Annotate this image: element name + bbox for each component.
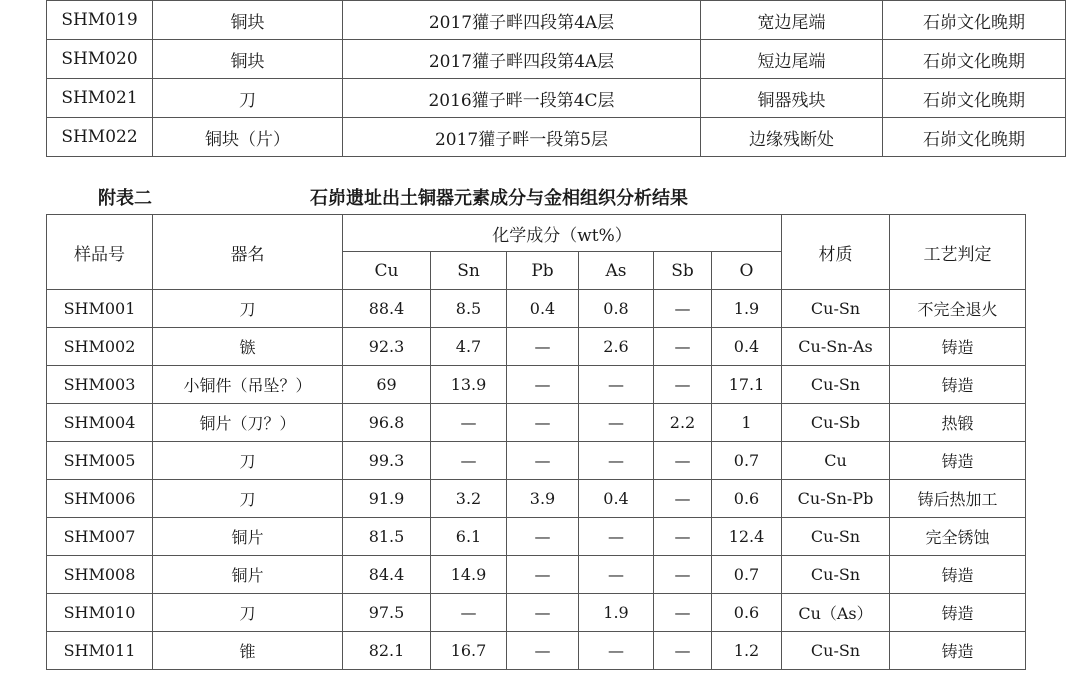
pb-cell: — (507, 594, 579, 632)
pb-cell: 3.9 (507, 480, 579, 518)
cu-cell: 81.5 (343, 518, 431, 556)
sample-id-cell: SHM004 (47, 404, 153, 442)
sn-cell: 6.1 (431, 518, 507, 556)
material-cell: Cu-Sn (782, 632, 890, 670)
sb-cell: — (654, 556, 712, 594)
pb-cell: — (507, 442, 579, 480)
table-label: 附表二 (98, 188, 152, 209)
context-cell: 2017獾子畔一段第5层 (343, 118, 701, 157)
table-row (47, 404, 1026, 442)
sampling-position-cell: 铜器残块 (701, 79, 883, 118)
table-row (47, 328, 1026, 366)
sn-cell: 16.7 (431, 632, 507, 670)
header-element-cu: Cu (343, 252, 431, 290)
context-cell: 2017獾子畔四段第4A层 (343, 40, 701, 79)
composition-table-body (47, 290, 1026, 670)
sb-cell: — (654, 632, 712, 670)
table-row (47, 79, 1066, 118)
cu-cell: 84.4 (343, 556, 431, 594)
object-name-cell: 铜块（片） (153, 118, 343, 157)
pb-cell: — (507, 404, 579, 442)
object-name-cell: 刀 (153, 79, 343, 118)
header-material: 材质 (782, 215, 890, 290)
pb-cell: — (507, 556, 579, 594)
o-cell: 1.2 (712, 632, 782, 670)
technique-cell: 热锻 (890, 404, 1026, 442)
material-cell: Cu-Sn-As (782, 328, 890, 366)
sample-id-cell: SHM005 (47, 442, 153, 480)
sampling-position-cell: 边缘残断处 (701, 118, 883, 157)
o-cell: 17.1 (712, 366, 782, 404)
period-cell: 石峁文化晚期 (883, 1, 1066, 40)
sb-cell: — (654, 518, 712, 556)
sb-cell: — (654, 328, 712, 366)
technique-cell: 铸造 (890, 632, 1026, 670)
sample-id-cell: SHM010 (47, 594, 153, 632)
technique-cell: 铸造 (890, 328, 1026, 366)
cu-cell: 97.5 (343, 594, 431, 632)
table-row (47, 594, 1026, 632)
top-table (46, 0, 1066, 157)
sample-id-cell: SHM022 (47, 118, 153, 157)
cu-cell: 91.9 (343, 480, 431, 518)
cu-cell: 99.3 (343, 442, 431, 480)
sn-cell: — (431, 594, 507, 632)
object-name-cell: 镞 (153, 328, 343, 366)
o-cell: 0.6 (712, 480, 782, 518)
sample-id-cell: SHM021 (47, 79, 153, 118)
technique-cell: 铸造 (890, 442, 1026, 480)
table-row (47, 366, 1026, 404)
technique-cell: 铸造 (890, 594, 1026, 632)
header-technique: 工艺判定 (890, 215, 1026, 290)
header-sample-id: 样品号 (47, 215, 153, 290)
table-row (47, 118, 1066, 157)
sb-cell: — (654, 290, 712, 328)
material-cell: Cu-Sb (782, 404, 890, 442)
sample-id-cell: SHM011 (47, 632, 153, 670)
object-name-cell: 刀 (153, 594, 343, 632)
object-name-cell: 刀 (153, 290, 343, 328)
table-caption (46, 184, 1025, 210)
as-cell: — (579, 556, 654, 594)
material-cell: Cu（As） (782, 594, 890, 632)
sb-cell: — (654, 480, 712, 518)
sb-cell: — (654, 442, 712, 480)
o-cell: 0.7 (712, 442, 782, 480)
sample-id-cell: SHM008 (47, 556, 153, 594)
sn-cell: 4.7 (431, 328, 507, 366)
as-cell: 1.9 (579, 594, 654, 632)
o-cell: 12.4 (712, 518, 782, 556)
pb-cell: 0.4 (507, 290, 579, 328)
context-cell: 2016獾子畔一段第4C层 (343, 79, 701, 118)
technique-cell: 铸后热加工 (890, 480, 1026, 518)
sn-cell: — (431, 442, 507, 480)
material-cell: Cu (782, 442, 890, 480)
table-row (47, 442, 1026, 480)
object-name-cell: 刀 (153, 442, 343, 480)
period-cell: 石峁文化晚期 (883, 118, 1066, 157)
as-cell: 0.8 (579, 290, 654, 328)
technique-cell: 完全锈蚀 (890, 518, 1026, 556)
sample-id-cell: SHM007 (47, 518, 153, 556)
material-cell: Cu-Sn-Pb (782, 480, 890, 518)
o-cell: 1 (712, 404, 782, 442)
period-cell: 石峁文化晚期 (883, 40, 1066, 79)
sb-cell: — (654, 366, 712, 404)
object-name-cell: 刀 (153, 480, 343, 518)
pb-cell: — (507, 518, 579, 556)
cu-cell: 69 (343, 366, 431, 404)
sn-cell: 14.9 (431, 556, 507, 594)
header-element-pb: Pb (507, 252, 579, 290)
composition-table (46, 214, 1026, 670)
technique-cell: 不完全退火 (890, 290, 1026, 328)
o-cell: 0.4 (712, 328, 782, 366)
sn-cell: — (431, 404, 507, 442)
o-cell: 1.9 (712, 290, 782, 328)
object-name-cell: 铜片 (153, 518, 343, 556)
header-row (47, 215, 1026, 252)
sb-cell: 2.2 (654, 404, 712, 442)
sampling-position-cell: 短边尾端 (701, 40, 883, 79)
table-title: 石峁遗址出土铜器元素成分与金相组织分析结果 (310, 188, 688, 209)
header-element-as: As (579, 252, 654, 290)
pb-cell: — (507, 632, 579, 670)
as-cell: 0.4 (579, 480, 654, 518)
table-row (47, 40, 1066, 79)
sampling-position-cell: 宽边尾端 (701, 1, 883, 40)
sb-cell: — (654, 594, 712, 632)
header-element-sn: Sn (431, 252, 507, 290)
table-row (47, 1, 1066, 40)
sn-cell: 3.2 (431, 480, 507, 518)
table-row (47, 556, 1026, 594)
material-cell: Cu-Sn (782, 556, 890, 594)
as-cell: — (579, 442, 654, 480)
period-cell: 石峁文化晚期 (883, 79, 1066, 118)
object-name-cell: 铜片 (153, 556, 343, 594)
technique-cell: 铸造 (890, 556, 1026, 594)
as-cell: — (579, 632, 654, 670)
pb-cell: — (507, 328, 579, 366)
cu-cell: 96.8 (343, 404, 431, 442)
sn-cell: 8.5 (431, 290, 507, 328)
pb-cell: — (507, 366, 579, 404)
sample-id-cell: SHM002 (47, 328, 153, 366)
cu-cell: 92.3 (343, 328, 431, 366)
sample-id-cell: SHM001 (47, 290, 153, 328)
sample-id-cell: SHM020 (47, 40, 153, 79)
sample-id-cell: SHM006 (47, 480, 153, 518)
header-chemical-composition: 化学成分（wt%） (343, 215, 782, 252)
sn-cell: 13.9 (431, 366, 507, 404)
context-cell: 2017獾子畔四段第4A层 (343, 1, 701, 40)
o-cell: 0.7 (712, 556, 782, 594)
object-name-cell: 铜块 (153, 1, 343, 40)
sample-id-cell: SHM019 (47, 1, 153, 40)
material-cell: Cu-Sn (782, 518, 890, 556)
table-row (47, 632, 1026, 670)
as-cell: — (579, 366, 654, 404)
as-cell: 2.6 (579, 328, 654, 366)
o-cell: 0.6 (712, 594, 782, 632)
object-name-cell: 小铜件（吊坠？） (153, 366, 343, 404)
table-row (47, 518, 1026, 556)
sample-id-cell: SHM003 (47, 366, 153, 404)
table-row (47, 480, 1026, 518)
header-element-sb: Sb (654, 252, 712, 290)
table-row (47, 290, 1026, 328)
object-name-cell: 锥 (153, 632, 343, 670)
material-cell: Cu-Sn (782, 290, 890, 328)
header-object-name: 器名 (153, 215, 343, 290)
cu-cell: 88.4 (343, 290, 431, 328)
header-element-o: O (712, 252, 782, 290)
technique-cell: 铸造 (890, 366, 1026, 404)
object-name-cell: 铜片（刀？） (153, 404, 343, 442)
cu-cell: 82.1 (343, 632, 431, 670)
object-name-cell: 铜块 (153, 40, 343, 79)
as-cell: — (579, 404, 654, 442)
as-cell: — (579, 518, 654, 556)
material-cell: Cu-Sn (782, 366, 890, 404)
